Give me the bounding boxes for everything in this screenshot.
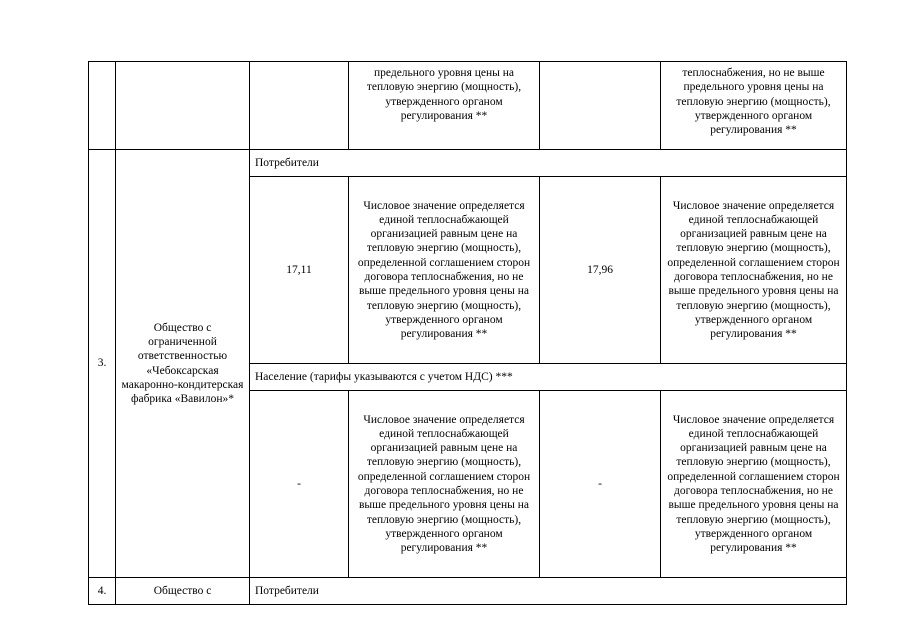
tariff-value: -: [250, 391, 349, 578]
description-cell: предельного уровня цены на тепловую энергию (мощность), утвержденного органом регулирования **: [349, 62, 540, 150]
organization-name: Общество с: [116, 578, 250, 605]
entry-number: 4.: [89, 578, 116, 605]
tariff-description: Числовое значение определяется единой теплоснабжающей организацией равным цене на тепловую энергию (мощность), определенной соглашением сторон договора теплоснабжения, но не выше предельного уровня цены на тепловую энергию (мощность), утвержденного органом регулирования **: [349, 391, 540, 578]
tariff-table: [88, 61, 847, 605]
description-cell: теплоснабжения, но не выше предельного уровня цены на тепловую энергию (мощность), утвержденного органом регулирования **: [661, 62, 847, 150]
organization-name: Общество с ограниченной ответственностью «Чебоксарская макаронно-кондитерская фабрика «Вавилон»*: [116, 150, 250, 578]
value-cell: [250, 62, 349, 150]
entry-number: 3.: [89, 150, 116, 578]
group-label: Потребители: [250, 578, 847, 605]
tariff-description: Числовое значение определяется единой теплоснабжающей организацией равным цене на тепловую энергию (мощность), определенной соглашением сторон договора теплоснабжения, но не выше предельного уровня цены на тепловую энергию (мощность), утвержденного органом регулирования **: [661, 391, 847, 578]
tariff-value: -: [540, 391, 661, 578]
tariff-value: 17,96: [540, 177, 661, 364]
tariff-description: Числовое значение определяется единой теплоснабжающей организацией равным цене на тепловую энергию (мощность), определенной соглашением сторон договора теплоснабжения, но не выше предельного уровня цены на тепловую энергию (мощность), утвержденного органом регулирования **: [661, 177, 847, 364]
value-cell: [540, 62, 661, 150]
group-label: Население (тарифы указываются с учетом НДС) ***: [250, 364, 847, 391]
table-row: [89, 578, 847, 605]
tariff-value: 17,11: [250, 177, 349, 364]
table-row: [89, 150, 847, 177]
tariff-description: Числовое значение определяется единой теплоснабжающей организацией равным цене на тепловую энергию (мощность), определенной соглашением сторон договора теплоснабжения, но не выше предельного уровня цены на тепловую энергию (мощность), утвержденного органом регулирования **: [349, 177, 540, 364]
organization-cell: [116, 62, 250, 150]
number-cell: [89, 62, 116, 150]
table-row: [89, 62, 847, 150]
group-label: Потребители: [250, 150, 847, 177]
